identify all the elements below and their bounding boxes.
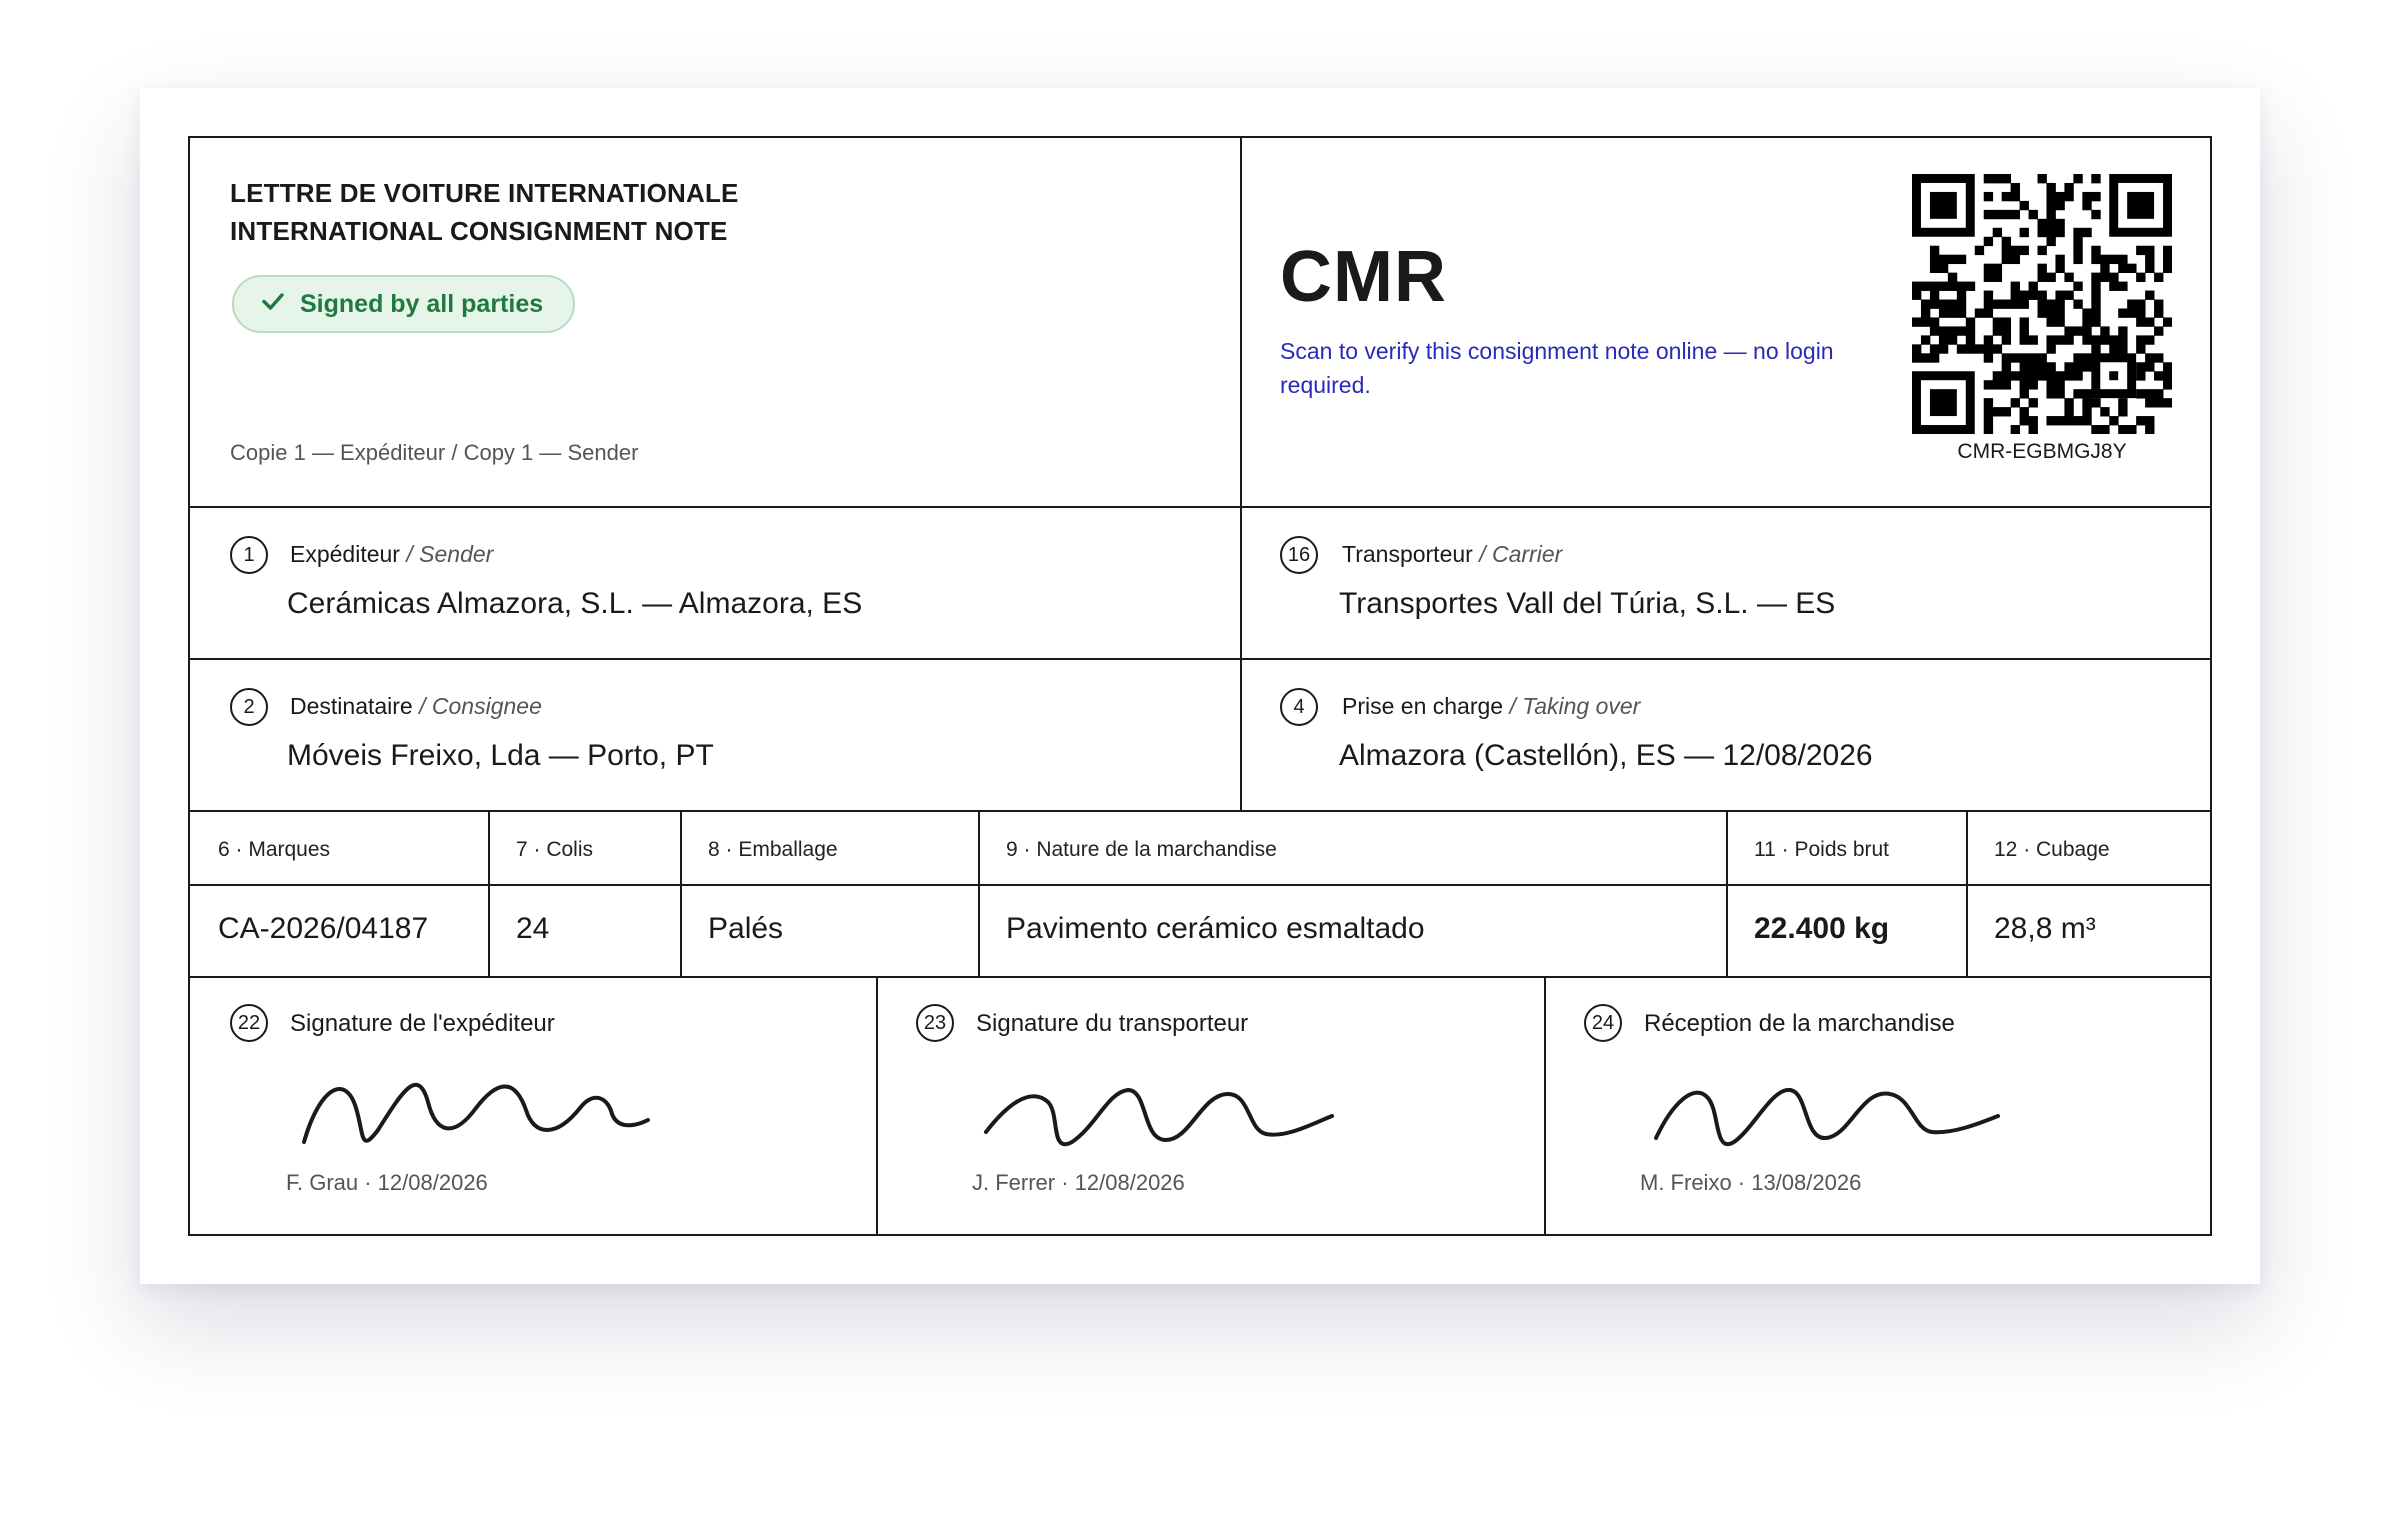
document-title-en: INTERNATIONAL CONSIGNMENT NOTE: [230, 216, 728, 246]
carrier-signature-label: Signature du transporteur: [976, 1010, 1249, 1037]
divider: [1240, 138, 1242, 810]
box-number: 24: [1584, 1004, 1622, 1042]
divider: [1544, 976, 1546, 1236]
box-number: 23: [916, 1004, 954, 1042]
carrier-value: Transportes Vall del Túria, S.L. — ES: [1339, 587, 1836, 620]
status-badge: [232, 275, 575, 333]
box-number: 4: [1280, 688, 1318, 726]
table-cell-weight: 22.400 kg: [1754, 912, 1890, 945]
cmr-form: [188, 136, 2212, 1236]
divider: [190, 506, 2210, 508]
consignee-label: Destinataire / Consignee: [290, 693, 542, 719]
qr-code-id: CMR-EGBMGJ8Y: [1957, 440, 2127, 463]
taking-over-label: Prise en charge / Taking over: [1342, 693, 1641, 719]
document-type: CMR: [1280, 237, 1447, 317]
verify-text: Scan to verify this consignment note online — no login required.: [1280, 338, 1834, 398]
column-header-packages: 7 · Colis: [516, 838, 594, 861]
consignee-value: Móveis Freixo, Lda — Porto, PT: [287, 739, 714, 772]
status-badge-label: Signed by all parties: [300, 289, 544, 318]
carrier-label: Transporteur / Carrier: [1342, 541, 1563, 567]
table-cell-packing: Palés: [708, 912, 784, 945]
receipt-signature: [1644, 1068, 2004, 1163]
divider: [190, 976, 2210, 978]
divider: [190, 884, 2210, 886]
sender-signature: [290, 1068, 650, 1163]
document-title-fr: LETTRE DE VOITURE INTERNATIONALE: [230, 178, 739, 208]
box-number: 2: [230, 688, 268, 726]
check-icon: [260, 288, 286, 321]
carrier-signature: [976, 1068, 1336, 1163]
divider: [190, 810, 2210, 812]
sender-value: Cerámicas Almazora, S.L. — Almazora, ES: [287, 587, 863, 620]
divider: [190, 658, 2210, 660]
sender-signature-label: Signature de l'expéditeur: [290, 1010, 555, 1037]
box-number: 1: [230, 536, 268, 574]
table-cell-marks: CA-2026/04187: [218, 912, 429, 945]
table-cell-volume: 28,8 m³: [1994, 912, 2096, 945]
divider: [680, 810, 682, 976]
taking-over-value: Almazora (Castellón), ES — 12/08/2026: [1339, 739, 1873, 772]
column-header-weight: 11 · Poids brut: [1754, 838, 1890, 861]
column-header-nature: 9 · Nature de la marchandise: [1006, 838, 1277, 861]
sender-signature-meta: F. Grau · 12/08/2026: [286, 1170, 488, 1195]
column-header-packing: 8 · Emballage: [708, 838, 838, 861]
consignment-note-sheet: [140, 88, 2260, 1284]
divider: [876, 976, 878, 1236]
sender-label: Expéditeur / Sender: [290, 541, 494, 567]
divider: [488, 810, 490, 976]
box-number: 16: [1280, 536, 1318, 574]
receipt-signature-label: Réception de la marchandise: [1644, 1010, 1955, 1037]
column-header-marks: 6 · Marques: [218, 838, 331, 861]
qr-code[interactable]: [1912, 174, 2172, 434]
divider: [1966, 810, 1968, 976]
divider: [1726, 810, 1728, 976]
table-cell-nature: Pavimento cerámico esmaltado: [1006, 912, 1425, 945]
table-cell-packages: 24: [516, 912, 550, 945]
carrier-signature-meta: J. Ferrer · 12/08/2026: [972, 1170, 1185, 1195]
divider: [978, 810, 980, 976]
column-header-volume: 12 · Cubage: [1994, 838, 2110, 861]
receipt-signature-meta: M. Freixo · 13/08/2026: [1640, 1170, 1862, 1195]
box-number: 22: [230, 1004, 268, 1042]
copy-label: Copie 1 — Expéditeur / Copy 1 — Sender: [230, 440, 639, 465]
